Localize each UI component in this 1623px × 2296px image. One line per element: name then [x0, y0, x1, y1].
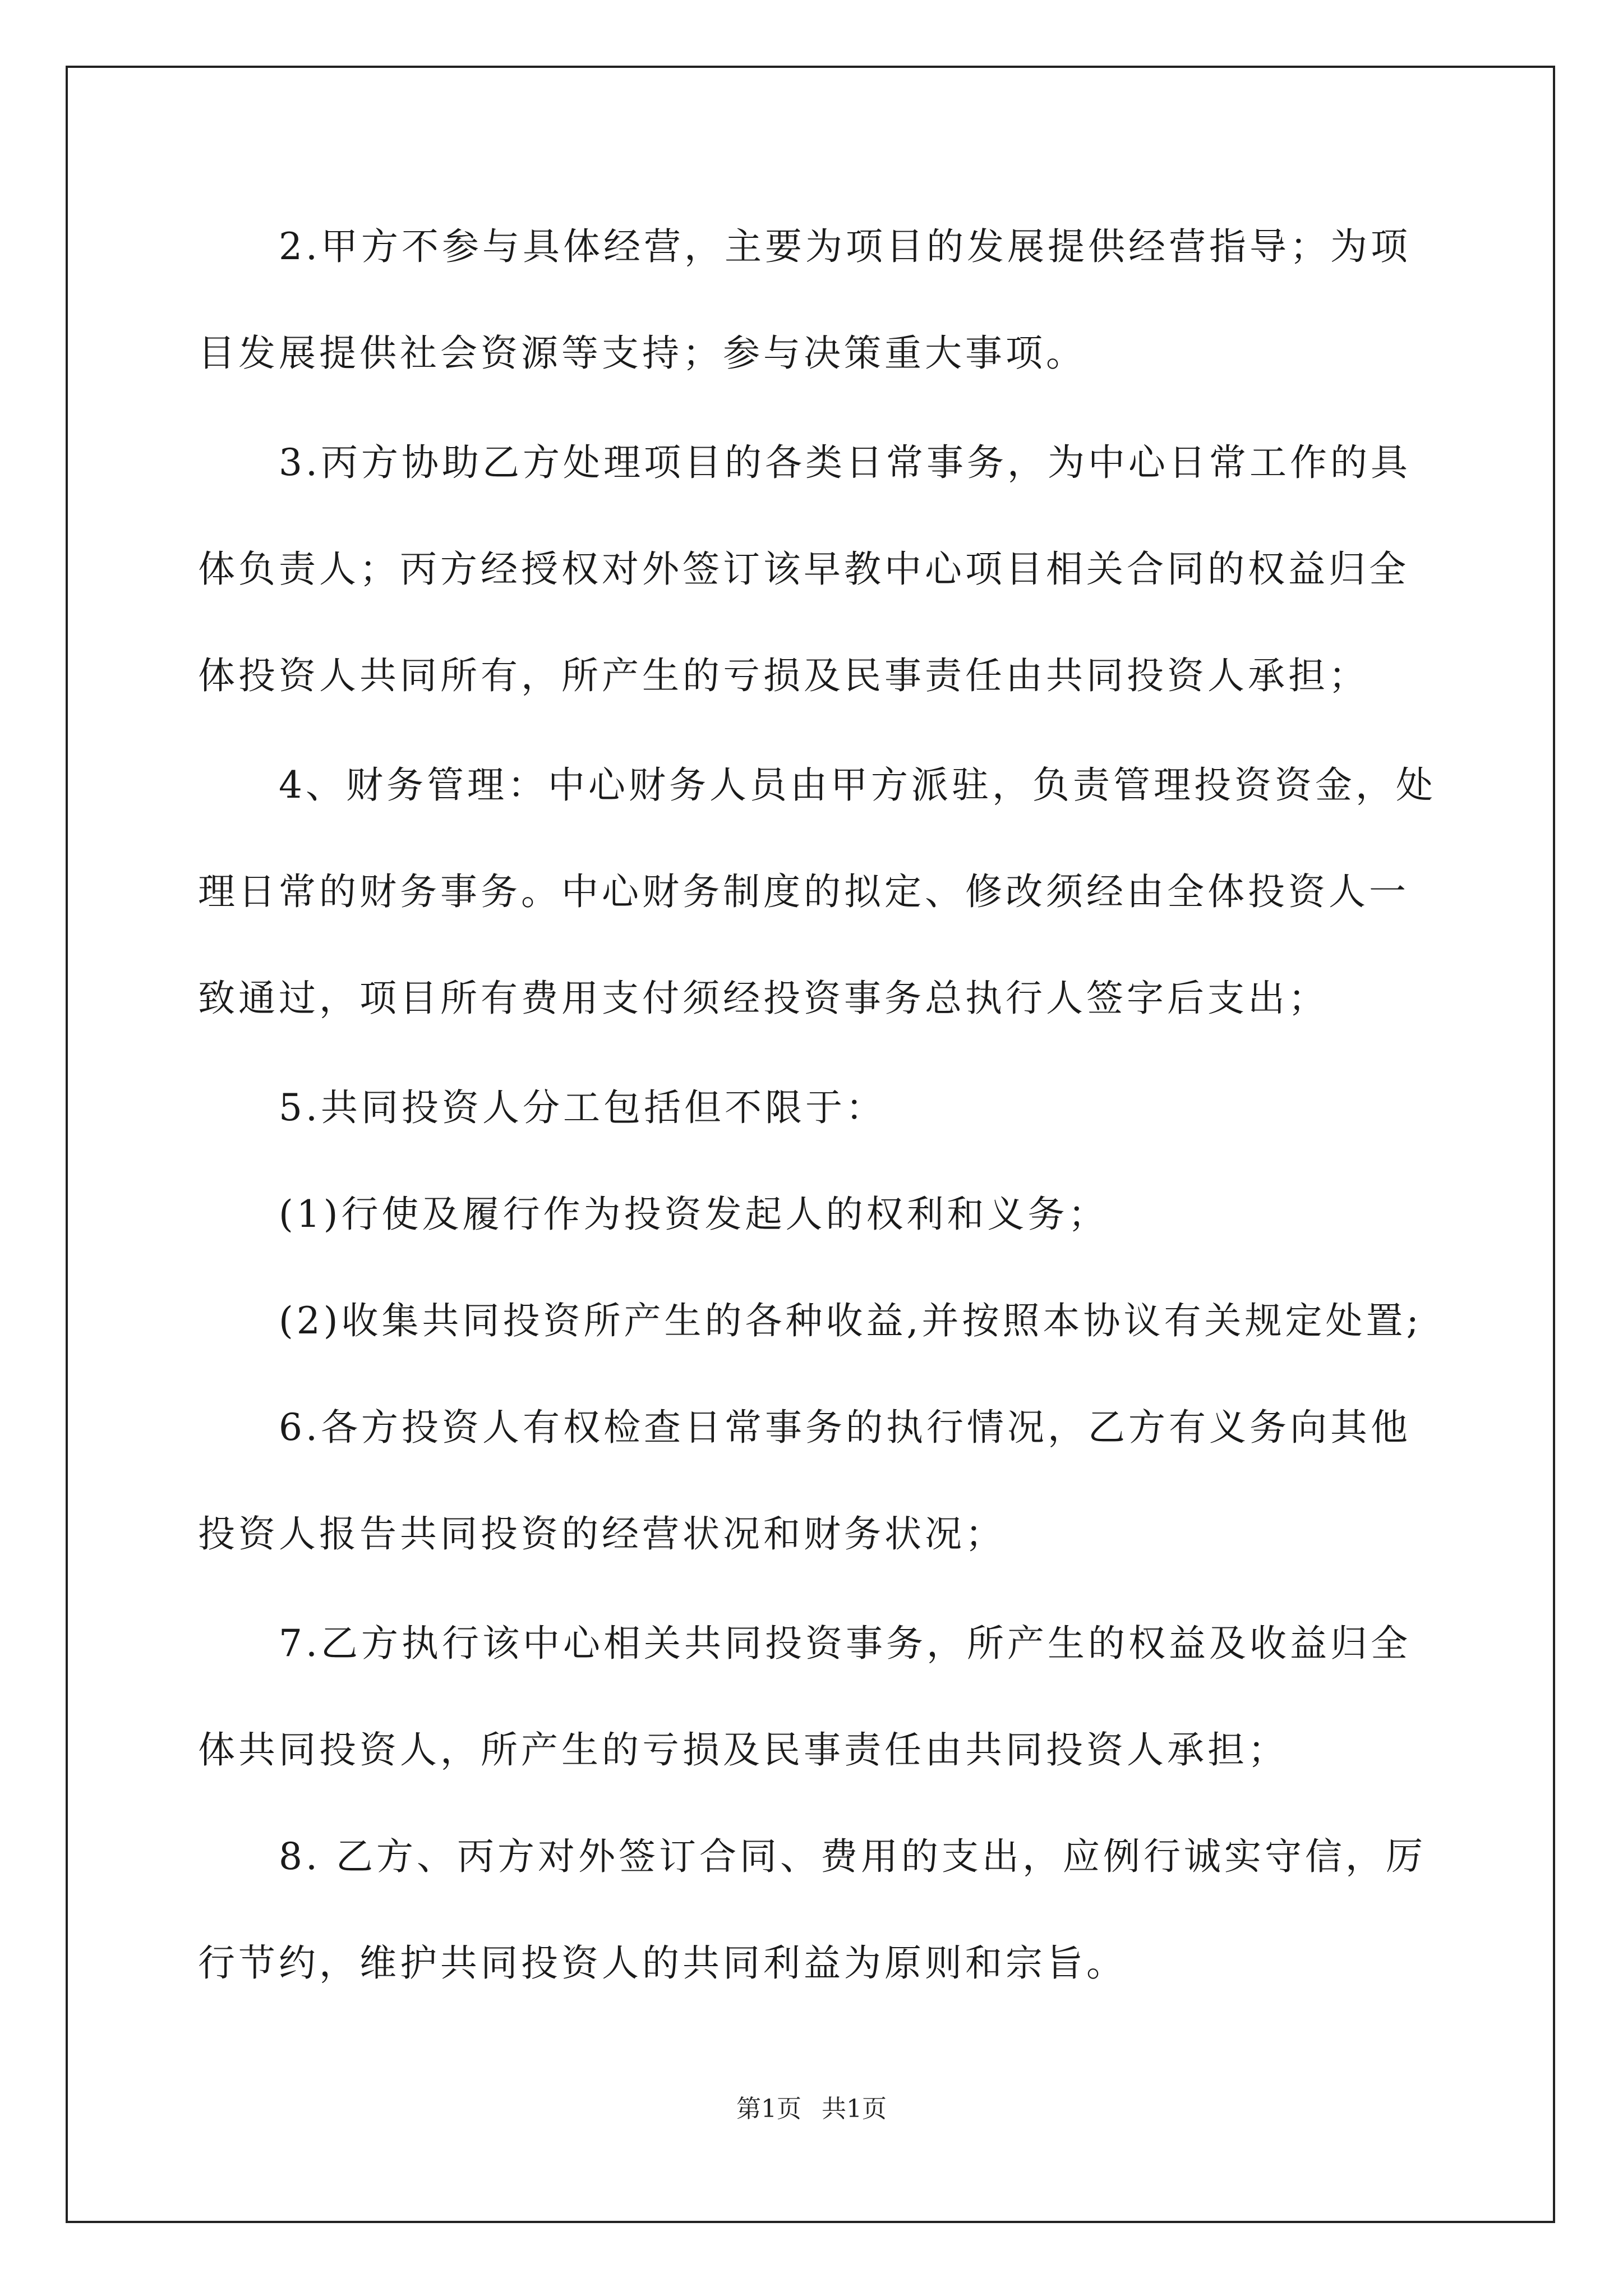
text-line: 5.共同投资人分工包括但不限于： — [198, 1086, 886, 1129]
text-line: 目发展提供社会资源等支持；参与决策重大事项。 — [198, 332, 1086, 375]
text-line: 投资人报告共同投资的经营状况和财务状况； — [198, 1512, 1006, 1556]
text-line: 行节约，维护共同投资人的共同利益为原则和宗旨。 — [198, 1941, 1127, 1985]
text-line: (2)收集共同投资所产生的各种收益,并按照本协议有关规定处置; — [198, 1299, 1422, 1342]
text-line: 4、财务管理：中心财务人员由甲方派驻，负责管理投资资金，处 — [198, 763, 1436, 807]
page-total: 共1页 — [822, 2095, 887, 2123]
page-footer — [0, 2092, 1623, 2126]
text-line: 2.甲方不参与具体经营，主要为项目的发展提供经营指导；为项 — [198, 225, 1411, 268]
text-line: (1)行使及履行作为投资发起人的权利和义务； — [198, 1193, 1109, 1236]
text-line: 8. 乙方、丙方对外签订合同、费用的支出，应例行诚实守信，厉 — [198, 1835, 1426, 1878]
text-line: 3.丙方协助乙方处理项目的各类日常事务，为中心日常工作的具 — [198, 441, 1411, 484]
text-line: 体投资人共同所有，所产生的亏损及民事责任由共同投资人承担； — [198, 654, 1369, 697]
text-line: 体共同投资人，所产生的亏损及民事责任由共同投资人承担； — [198, 1728, 1288, 1772]
text-line: 理日常的财务事务。中心财务制度的拟定、修改须经由全体投资人一 — [198, 870, 1409, 913]
text-line: 7.乙方执行该中心相关共同投资事务，所产生的权益及收益归全 — [198, 1622, 1411, 1665]
page-number: 第1页 — [736, 2095, 801, 2123]
text-line: 致通过，项目所有费用支付须经投资事务总执行人签字后支出； — [198, 977, 1329, 1020]
page-border — [66, 66, 1555, 2223]
text-line: 6.各方投资人有权检查日常事务的执行情况，乙方有义务向其他 — [198, 1406, 1411, 1449]
text-line: 体负责人；丙方经授权对外签订该早教中心项目相关合同的权益归全 — [198, 547, 1409, 591]
